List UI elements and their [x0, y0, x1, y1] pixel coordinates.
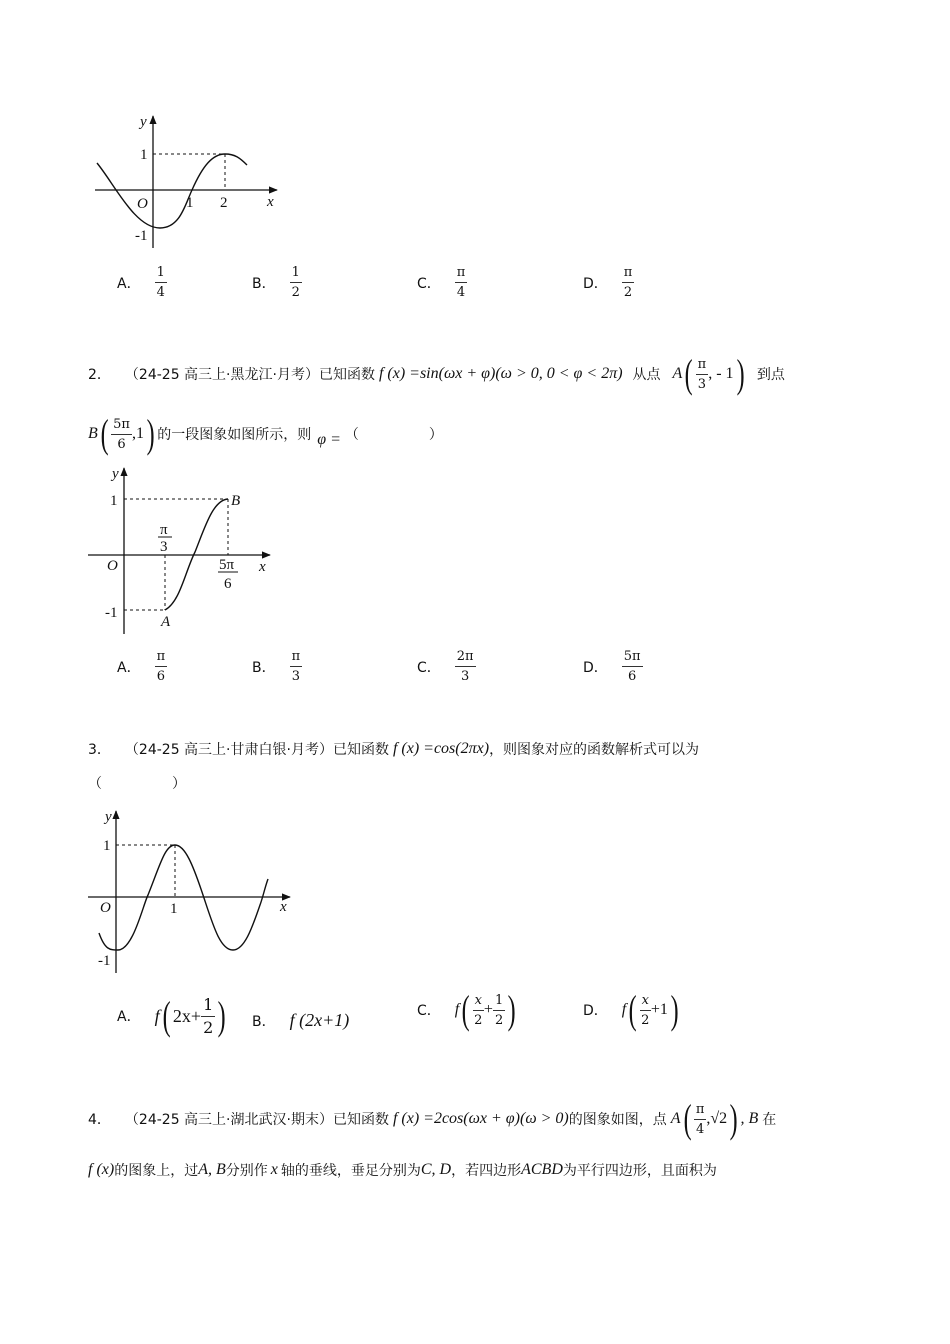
- svg-text:3: 3: [160, 539, 168, 555]
- svg-text:y: y: [105, 809, 112, 825]
- svg-text:1: 1: [170, 901, 178, 917]
- q3-option-c[interactable]: C． f ( $\frac{x}{2}$ + $\frac{1}{2}$ ): [417, 987, 516, 1032]
- svg-text:O: O: [107, 558, 118, 574]
- q2-line2: B ( $\frac{5\pi}{6}$ ,1 ) 的一段图象如图所示，则 φ = （ ）: [88, 411, 443, 456]
- q1-x-tick2: 2: [220, 195, 228, 211]
- q2-option-d[interactable]: D． $\frac{5\pi}{6}$: [583, 649, 641, 684]
- q1-graph: [85, 110, 285, 254]
- svg-text:y: y: [112, 466, 119, 482]
- sine-curve: [97, 154, 247, 228]
- svg-text:-1: -1: [105, 605, 118, 621]
- q2-source: （24-25 高三上·黑龙江·月考）已知函数: [124, 367, 375, 383]
- q2-option-c[interactable]: C． $\frac{2\pi}{3}$: [417, 649, 474, 684]
- q1-option-c[interactable]: C． $\frac{\pi}{4}$: [417, 265, 466, 300]
- q2-option-a[interactable]: A． $\frac{\pi}{6}$: [117, 649, 166, 684]
- q1-option-a[interactable]: A． $\frac{1}{4}$: [117, 265, 165, 300]
- q1-y-label: y: [140, 114, 147, 130]
- q3-line1: 3． （24-25 高三上·甘肃白银·月考）已知函数 f (x) =cos(2πx) ，则图象对应的函数解析式可以为: [88, 740, 700, 758]
- q1-y-bottom: -1: [135, 228, 148, 244]
- q4-line1: 4． （24-25 高三上·湖北武汉·期末）已知函数 f (x) =2cos(ωx + φ)(ω > 0) 的图象如图，点 A ( $\frac{\pi}{4}$ ,√2 ) , B 在: [88, 1096, 777, 1141]
- q2-graph: [85, 462, 285, 641]
- svg-text:O: O: [100, 900, 111, 916]
- q1-option-d[interactable]: D． $\frac{\pi}{2}$: [583, 265, 633, 300]
- q3-option-a[interactable]: A． f ( 2x+ $\frac{1}{2}$ ): [117, 993, 226, 1038]
- q1-origin: O: [137, 196, 148, 212]
- svg-text:x: x: [280, 899, 287, 915]
- svg-text:1: 1: [103, 838, 111, 854]
- q3-option-b[interactable]: B． f (2x+1): [252, 1010, 350, 1030]
- q1-option-b[interactable]: B． $\frac{1}{2}$: [252, 265, 300, 300]
- svg-text:π: π: [160, 522, 168, 538]
- q4-line2: f (x) 的图象上，过 A, B 分别作 x 轴的垂线，垂足分别为 C, D ，若四边形 ACBD 为平行四边形，且面积为: [88, 1161, 717, 1179]
- q2-function: f (x) =sin(ωx + φ)(ω > 0, 0 < φ < 2π): [378, 365, 623, 382]
- svg-text:-1: -1: [98, 953, 111, 969]
- q2-line1: 2． （24-25 高三上·黑龙江·月考）已知函数 f (x) =sin(ωx + φ)(ω > 0, 0 < φ < 2π) 从点 A ( $\frac{\pi}{3}$ , - 1 ) 到点: [88, 351, 785, 396]
- svg-text:5π: 5π: [219, 557, 235, 573]
- svg-text:A: A: [161, 614, 171, 630]
- q1-x-label: x: [267, 194, 274, 210]
- svg-text:6: 6: [224, 576, 232, 592]
- svg-text:x: x: [259, 559, 266, 575]
- svg-text:B: B: [231, 493, 241, 509]
- svg-text:1: 1: [110, 493, 118, 509]
- q2-option-b[interactable]: B． $\frac{\pi}{3}$: [252, 649, 301, 684]
- q2-number: 2．: [88, 367, 111, 383]
- q3-line2: （ ）: [88, 776, 186, 792]
- q3-graph: [85, 805, 305, 979]
- q1-y-top: 1: [140, 147, 148, 163]
- q3-option-d[interactable]: D． f ( $\frac{x}{2}$ +1 ): [583, 987, 679, 1032]
- q1-x-tick1: 1: [186, 195, 194, 211]
